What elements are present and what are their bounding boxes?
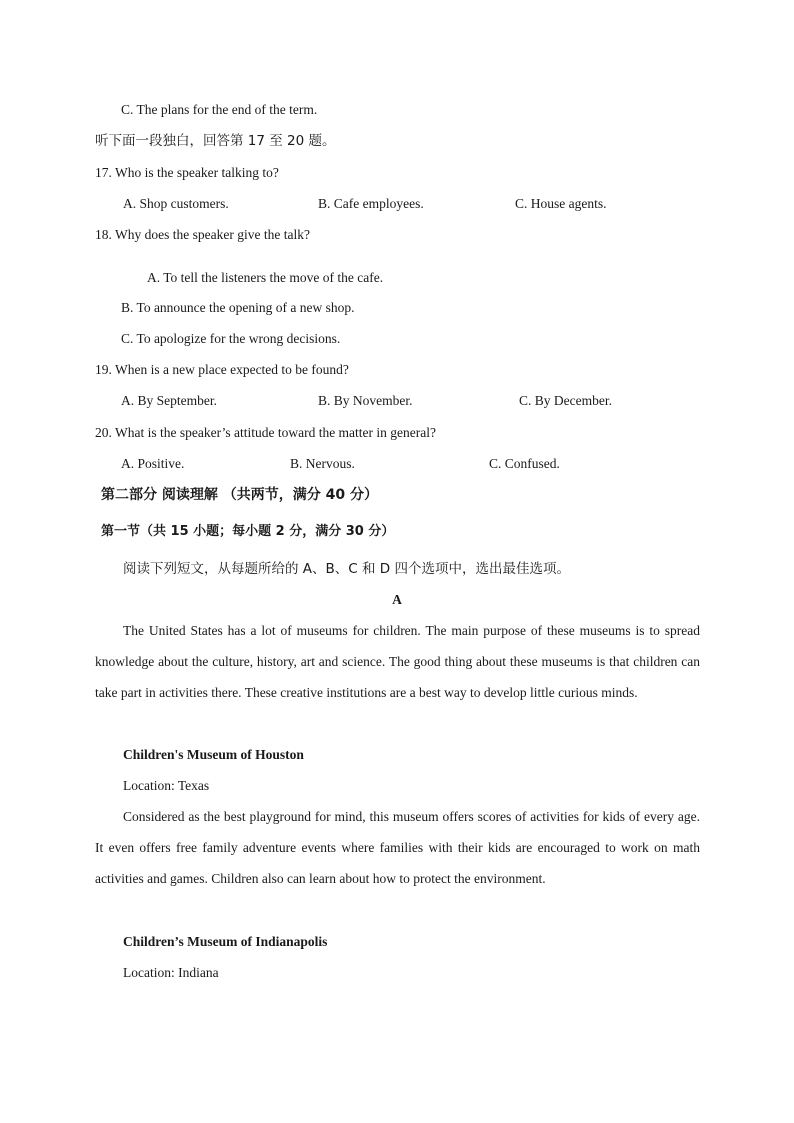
q17-question: 17. Who is the speaker talking to? [95, 165, 279, 180]
q20-option-c: C. Confused. [489, 456, 560, 471]
q18-option-c: C. To apologize for the wrong decisions. [121, 331, 341, 346]
q20-option-a: A. Positive. [121, 456, 185, 471]
q18-question: 18. Why does the speaker give the talk? [95, 227, 310, 242]
q19-option-c: C. By December. [519, 393, 612, 408]
q19-option-a: A. By September. [121, 393, 217, 408]
monologue-instruction: 听下面一段独白，回答第 17 至 20 题。 [95, 133, 336, 149]
q17-option-a: A. Shop customers. [123, 196, 229, 211]
q17-option-c: C. House agents. [515, 196, 607, 211]
q19-question: 19. When is a new place expected to be found? [95, 362, 349, 377]
part-two-title: 第二部分 阅读理解 （共两节，满分 40 分） [101, 487, 378, 503]
museum-houston-description: Considered as the best playground for mind, this museum offers scores of activities for kids of every age. It even offers free family adventure events where families with their kids are encouraged to work on math activities and games. Children also can learn about how to protect the environment. [95, 809, 700, 886]
section-one-title: 第一节（共 15 小题；每小题 2 分，满分 30 分） [101, 524, 395, 539]
q16-option-c: C. The plans for the end of the term. [121, 102, 318, 117]
passage-label: A [392, 592, 402, 607]
q19-option-b: B. By November. [318, 393, 413, 408]
museum-indianapolis-location: Location: Indiana [123, 965, 219, 980]
reading-instruction: 阅读下列短文，从每题所给的 A、B、C 和 D 四个选项中，选出最佳选项。 [123, 561, 570, 577]
museum-houston-name: Children's Museum of Houston [123, 747, 304, 762]
museum-houston-location: Location: Texas [123, 778, 210, 793]
q17-option-b: B. Cafe employees. [318, 196, 424, 211]
q18-option-a: A. To tell the listeners the move of the cafe. [147, 270, 384, 285]
q18-option-b: B. To announce the opening of a new shop. [121, 300, 355, 315]
q20-question: 20. What is the speaker’s attitude toward the matter in general? [95, 425, 437, 440]
q20-option-b: B. Nervous. [290, 456, 355, 471]
museum-indianapolis-name: Children’s Museum of Indianapolis [123, 934, 328, 949]
intro-paragraph: The United States has a lot of museums for children. The main purpose of these museums is to spread knowledge about the culture, history, art and science. The good thing about these museums is that children can take part in activities there. These creative institutions are a best way to develop little curious minds. [95, 623, 700, 700]
